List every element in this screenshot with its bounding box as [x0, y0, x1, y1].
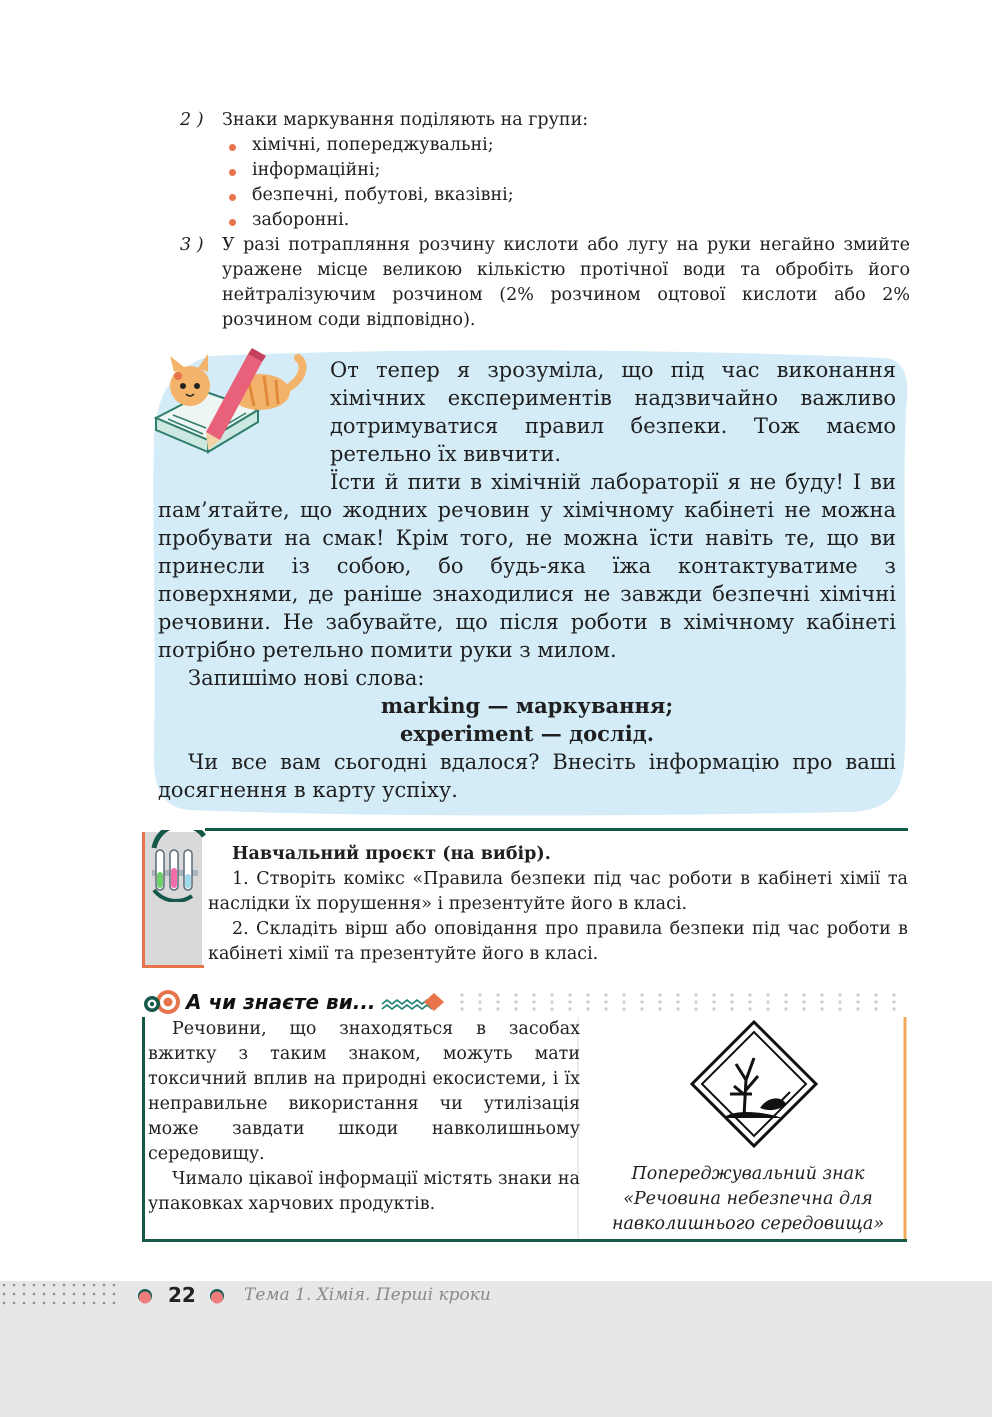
- answer-number: 2 ): [180, 110, 204, 130]
- marking-groups-list: [222, 133, 910, 233]
- project-top-border: [205, 828, 908, 831]
- new-word-marking: marking — маркування;: [380, 693, 674, 718]
- answer-number: 3 ): [180, 235, 204, 255]
- speech-paragraph-2: Їсти й пити в хімічній лабораторії я не буду! І ви пам’ятайте, що жодних речовин у хімічному кабінеті не можна пробувати на смак! Крім того, не можна їсти навіть те, що ви принесли із собою, бо будь-яка їжа контактуватиме з поверхнями, де раніше знаходилися не завжди безпечні хімічні речовини. Не забувайте, що після роботи в хімічному кабінеті потрібно ретельно помити руки з милом.: [158, 470, 896, 662]
- page-number: 22: [168, 1283, 196, 1307]
- speech-text: [158, 356, 896, 804]
- project-left-border: [142, 832, 145, 968]
- speech-paragraph-1: От тепер я зрозуміла, що під час виконання хімічних експериментів надзвичайно важливо дотримуватися правил безпеки. Тож маємо ретельно їх вивчити.: [330, 358, 896, 466]
- test-tubes-icon: [146, 830, 210, 902]
- list-item: хімічні, попереджувальні;: [246, 133, 910, 158]
- answer-text: Знаки маркування поділяють на групи:: [222, 110, 589, 130]
- project-text: [208, 842, 908, 967]
- speech-paragraph-4: Чи все вам сьогодні вдалося? Внесіть інформацію про ваші досягнення в карту успіху.: [158, 750, 896, 802]
- page-marker-right-icon: [208, 1287, 226, 1305]
- project-task-1: 1. Створіть комікс «Правила безпеки під час роботи в кабінеті хімії та наслідки їх порушення» і презентуйте його в класі.: [208, 869, 908, 914]
- speech-paragraph-3: Запишімо нові слова:: [188, 666, 425, 690]
- target-icon: [142, 988, 182, 1016]
- footer-dots-decoration: [0, 1281, 130, 1311]
- project-bottom-border: [142, 965, 204, 968]
- page-marker-left-icon: [136, 1287, 154, 1305]
- answer-item-3: [180, 233, 910, 333]
- new-word-experiment: experiment — дослід.: [399, 721, 655, 746]
- list-item: заборонні.: [246, 208, 910, 233]
- hazard-sign-caption: Попереджувальний знак «Речовина небезпечна для навколишнього середовища»: [611, 1164, 885, 1234]
- did-you-know-paragraph-2: Чимало цікавої інформації містять знаки на упаковках харчових продуктів.: [148, 1169, 580, 1214]
- environmental-hazard-icon: [690, 1020, 818, 1148]
- footer-topic: Тема 1. Хімія. Перші кроки: [244, 1285, 491, 1305]
- answer-text: У разі потрапляння розчину кислоти або лугу на руки негайно змийте уражене місце великою кількістю протічної води та обробіть його нейтралізуючим розчином (2% розчином оцтової кислоти або 2% розчином соди відповідно).: [222, 235, 910, 330]
- list-item: інформаційні;: [246, 158, 910, 183]
- did-you-know-text: [148, 1017, 580, 1217]
- did-you-know-paragraph-1: Речовини, що знаходяться в засобах вжитку з таким знаком, можуть мати токсичний вплив на природні екосистеми, і їх неправильне використання чи утилізація може завдати шкоди навколишньому середовищу.: [148, 1019, 580, 1164]
- did-you-know-title: А чи знаєте ви...: [186, 990, 376, 1014]
- answer-item-2: [180, 108, 910, 233]
- list-item: безпечні, побутові, вказівні;: [246, 183, 910, 208]
- decorative-divider: [380, 990, 908, 1014]
- answers-section: [180, 108, 910, 333]
- project-task-2: 2. Складіть вірш або оповідання про правила безпеки під час роботи в кабінеті хімії та презентуйте його в класі.: [208, 919, 908, 964]
- project-title: Навчальний проєкт (на вибір).: [232, 844, 551, 864]
